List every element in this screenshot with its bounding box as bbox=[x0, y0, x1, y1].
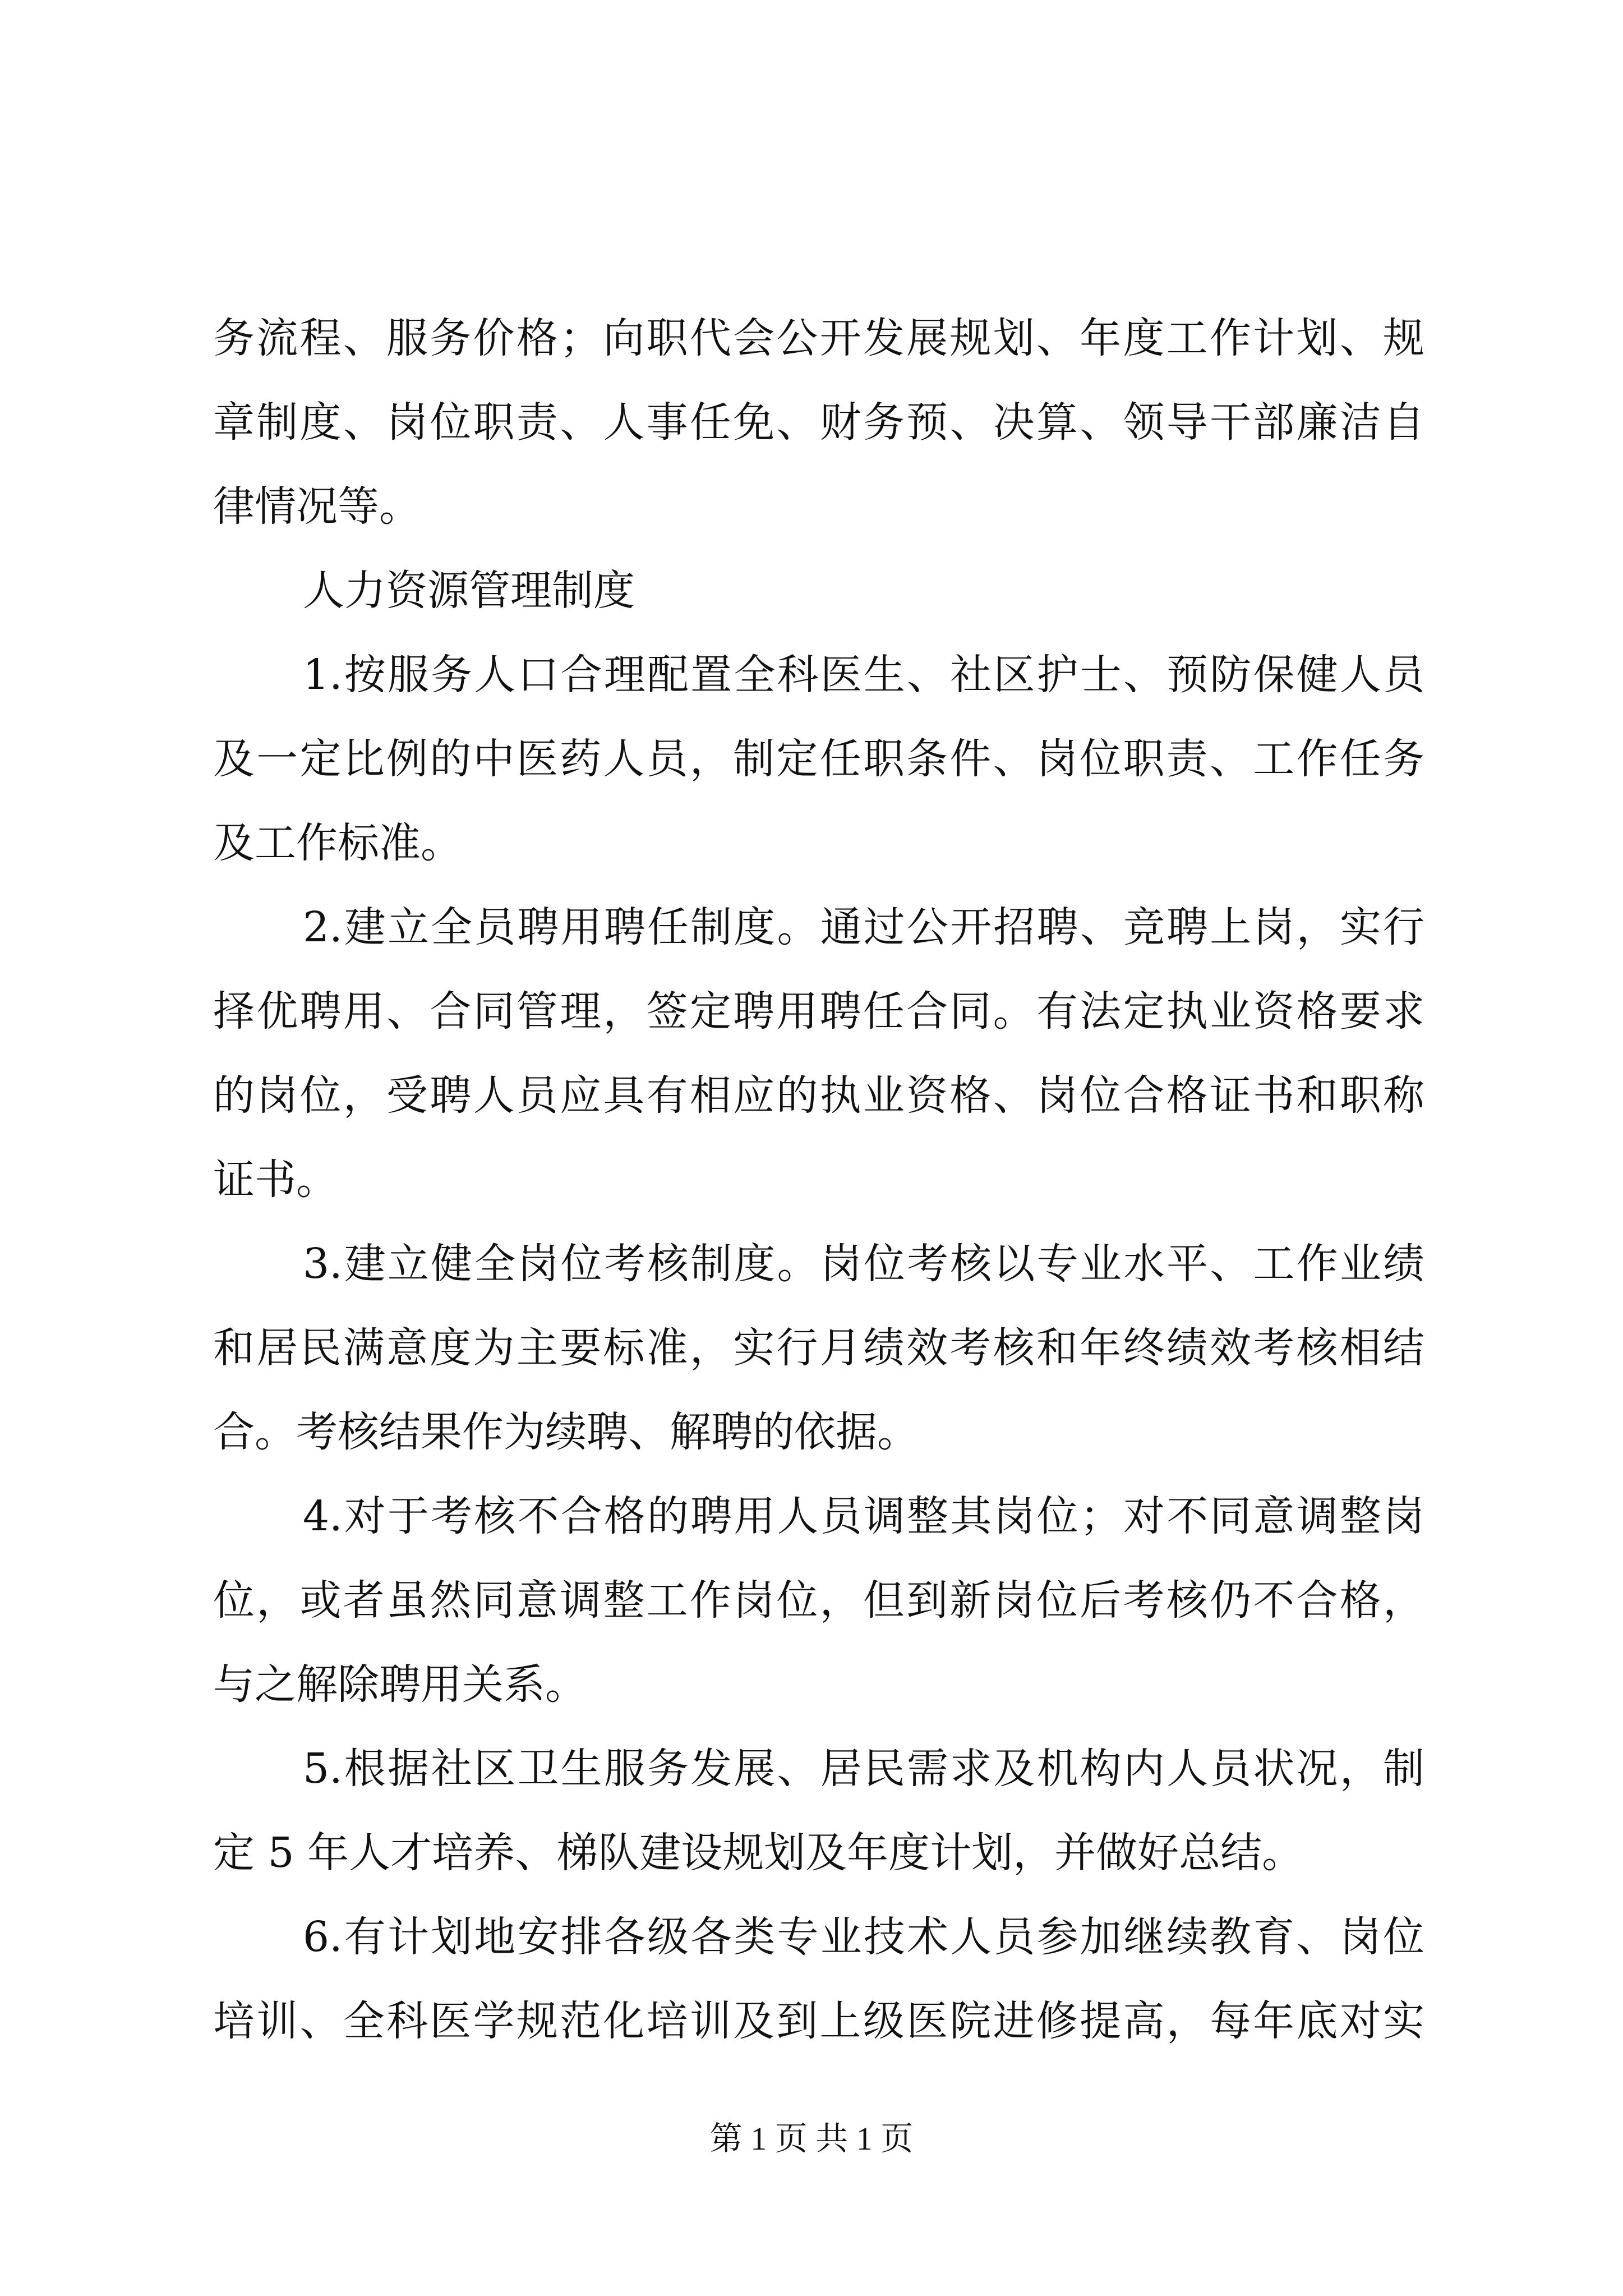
text-line: 章制度、岗位职责、人事任免、财务预、决算、领导干部廉洁自 bbox=[213, 398, 1424, 447]
text-line: 1.按服务人口合理配置全科医生、社区护士、预防保健人员 bbox=[303, 651, 1424, 699]
text-line: 3.建立健全岗位考核制度。岗位考核以专业水平、工作业绩 bbox=[303, 1240, 1424, 1288]
text-line: 培训、全科医学规范化培训及到上级医院进修提高，每年底对实 bbox=[213, 1997, 1424, 2045]
text-line: 4.对于考核不合格的聘用人员调整其岗位；对不同意调整岗 bbox=[303, 1492, 1424, 1540]
text-line: 5.根据社区卫生服务发展、居民需求及机构内人员状况，制 bbox=[303, 1745, 1424, 1793]
text-line: 证书。 bbox=[213, 1156, 338, 1204]
text-line: 的岗位，受聘人员应具有相应的执业资格、岗位合格证书和职称 bbox=[213, 1071, 1424, 1120]
page-footer: 第 1 页 共 1 页 bbox=[709, 2120, 914, 2157]
section-heading: 人力资源管理制度 bbox=[303, 567, 635, 615]
text-line: 位，或者虽然同意调整工作岗位，但到新岗位后考核仍不合格， bbox=[213, 1576, 1424, 1625]
text-line: 择优聘用、合同管理，签定聘用聘任合同。有法定执业资格要求 bbox=[213, 987, 1424, 1036]
text-line: 律情况等。 bbox=[213, 482, 421, 531]
text-line: 2.建立全员聘用聘任制度。通过公开招聘、竞聘上岗，实行 bbox=[303, 903, 1424, 951]
text-line: 6.有计划地安排各级各类专业技术人员参加继续教育、岗位 bbox=[303, 1913, 1424, 1961]
text-line: 及工作标准。 bbox=[213, 819, 462, 867]
document-body bbox=[213, 296, 1424, 2063]
text-line: 和居民满意度为主要标准，实行月绩效考核和年终绩效考核相结 bbox=[213, 1324, 1424, 1372]
text-line: 与之解除聘用关系。 bbox=[213, 1660, 587, 1709]
text-line: 定 5 年人才培养、梯队建设规划及年度计划，并做好总结。 bbox=[213, 1829, 1304, 1877]
text-line: 合。考核结果作为续聘、解聘的依据。 bbox=[213, 1408, 919, 1456]
text-line: 务流程、服务价格；向职代会公开发展规划、年度工作计划、规 bbox=[213, 314, 1424, 362]
text-line: 及一定比例的中医药人员，制定任职条件、岗位职责、工作任务 bbox=[213, 735, 1424, 783]
